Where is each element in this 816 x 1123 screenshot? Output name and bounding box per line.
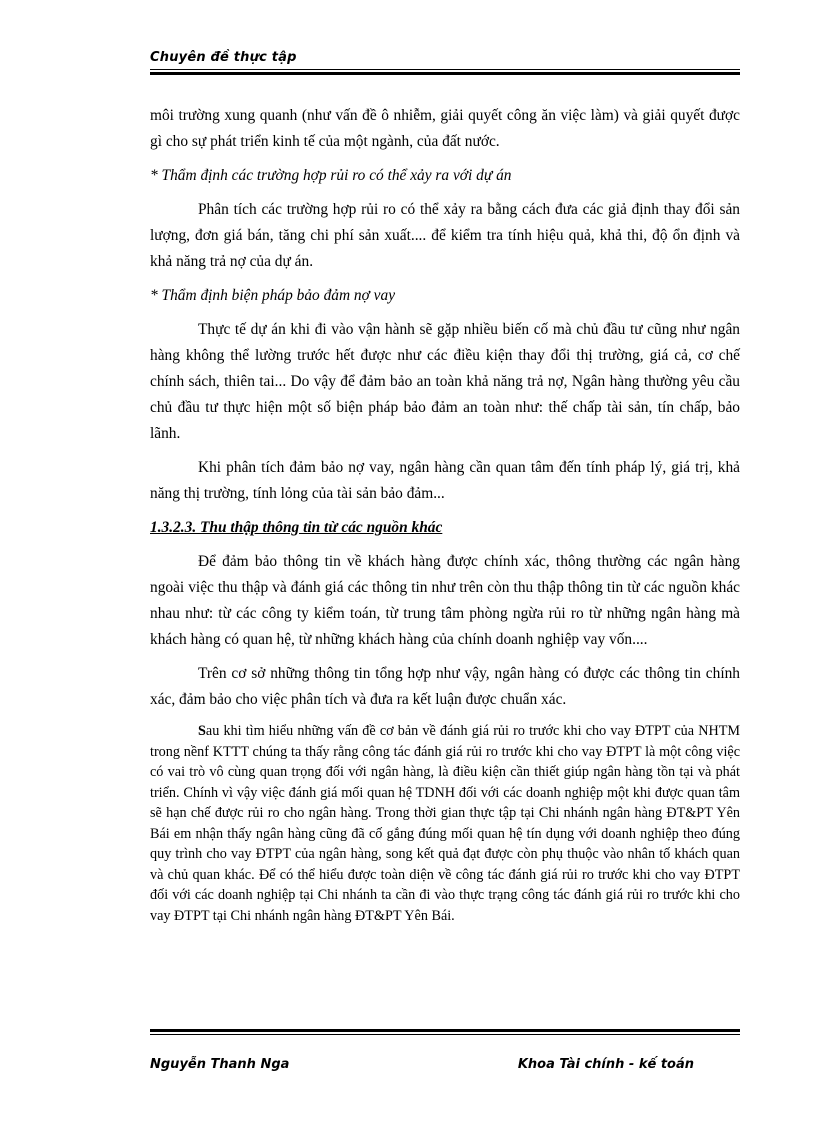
paragraph-conclusion-info: Trên cơ sở những thông tin tổng hợp như vậy, ngân hàng có được các thông tin chính xác, đảm bảo cho việc phân tích và đưa ra kết luận được chuẩn xác. bbox=[150, 665, 740, 708]
paragraph-environment: môi trường xung quanh (như vấn đề ô nhiễm, giải quyết công ăn việc làm) và giải quyết được gì cho sự phát triển kinh tế của một ngành, của đất nước. bbox=[150, 107, 740, 150]
footer-rule-thin bbox=[150, 1034, 740, 1035]
paragraph-guarantee-analysis: Khi phân tích đảm bảo nợ vay, ngân hàng cần quan tâm đến tính pháp lý, giá trị, khả năng thị trường, tính lỏng của tài sản bảo đảm... bbox=[150, 459, 740, 502]
paragraph-summary-text: au khi tìm hiểu những vấn đề cơ bản về đánh giá rủi ro trước khi cho vay ĐTPT của NHTM trong nềnf KTTT chúng ta thấy rằng công tác đánh giá rủi ro trước khi cho vay ĐTPT là một công việc có vai trò vô cùng quan trọng đối với ngân hàng, là điều kiện cần thiết giúp ngân hàng tồn tại và phát triển. Chính vì vậy việc đánh giá mối quan hệ TDNH đối với các doanh nghiệp một khi được quan tâm sẽ hạn chế được rủi ro cho ngân hàng. Trong thời gian thực tập tại Chi nhánh ngân hàng ĐT&PT Yên Bái em nhận thấy ngân hàng cũng đã cố gắng đúng mối quan hệ tín dụng với doanh nghiệp theo đúng quy trình cho vay ĐTPT của ngân hàng, song kết quả đạt được còn phụ thuộc vào nhân tố khách quan và chủ quan khác. Để có thể hiểu được toàn diện về công tác đánh giá rủi ro trước khi cho vay ĐTPT đối với các doanh nghiệp tại Chi nhánh ta cần đi vào thực trạng công tác đánh giá rủi ro trước khi cho vay ĐTPT tại Chi nhánh ngân hàng ĐT&PT Yên Bái. bbox=[150, 723, 740, 924]
paragraph-other-sources: Để đảm bảo thông tin về khách hàng được chính xác, thông thường các ngân hàng ngoài việc thu thập và đánh giá các thông tin như trên còn thu thập thông tin từ các nguồn khác nhau như: từ các công ty kiểm toán, từ trung tâm phòng ngừa rủi ro từ những ngân hàng mà khách hàng có quan hệ, từ những khách hàng của chính doanh nghiệp vay vốn.... bbox=[150, 553, 740, 648]
document-body bbox=[150, 103, 740, 934]
section-heading-other-sources: 1.3.2.3. Thu thập thông tin từ các nguồn khác bbox=[150, 519, 443, 536]
header-rule-thick bbox=[150, 72, 740, 75]
page-header-title: Chuyên đề thực tập bbox=[150, 50, 297, 65]
subheading-loan-guarantee: * Thẩm định biện pháp bảo đảm nợ vay bbox=[150, 287, 396, 304]
header-rule-thin bbox=[150, 69, 740, 70]
footer-author: Nguyễn Thanh Nga bbox=[150, 1057, 290, 1072]
dropcap-letter: S bbox=[198, 723, 206, 739]
paragraph-project-operation: Thực tế dự án khi đi vào vận hành sẽ gặp nhiều biến cố mà chủ đầu tư cũng như ngân hàng không thể lường trước hết được như các điều kiện thay đổi thị trường, giá cả, cơ chế chính sách, thiên tai... Do vậy để đảm bảo an toàn khả năng trả nợ, Ngân hàng thường yêu cầu chủ đầu tư thực hiện một số biện pháp bảo đảm an toàn như: thế chấp tài sản, tín chấp, bảo lãnh. bbox=[150, 321, 740, 442]
paragraph-summary bbox=[150, 721, 740, 926]
subheading-risk-cases: * Thẩm định các trường hợp rủi ro có thể xảy ra với dự án bbox=[150, 167, 512, 184]
paragraph-risk-analysis: Phân tích các trường hợp rủi ro có thể xảy ra bằng cách đưa các giả định thay đổi sản lượng, đơn giá bán, tăng chi phí sản xuất.... để kiểm tra tính hiệu quả, khả thi, độ ổn định và khả năng trả nợ của dự án. bbox=[150, 201, 740, 270]
footer-faculty: Khoa Tài chính - kế toán bbox=[517, 1057, 694, 1072]
footer-rule-thick bbox=[150, 1029, 740, 1032]
